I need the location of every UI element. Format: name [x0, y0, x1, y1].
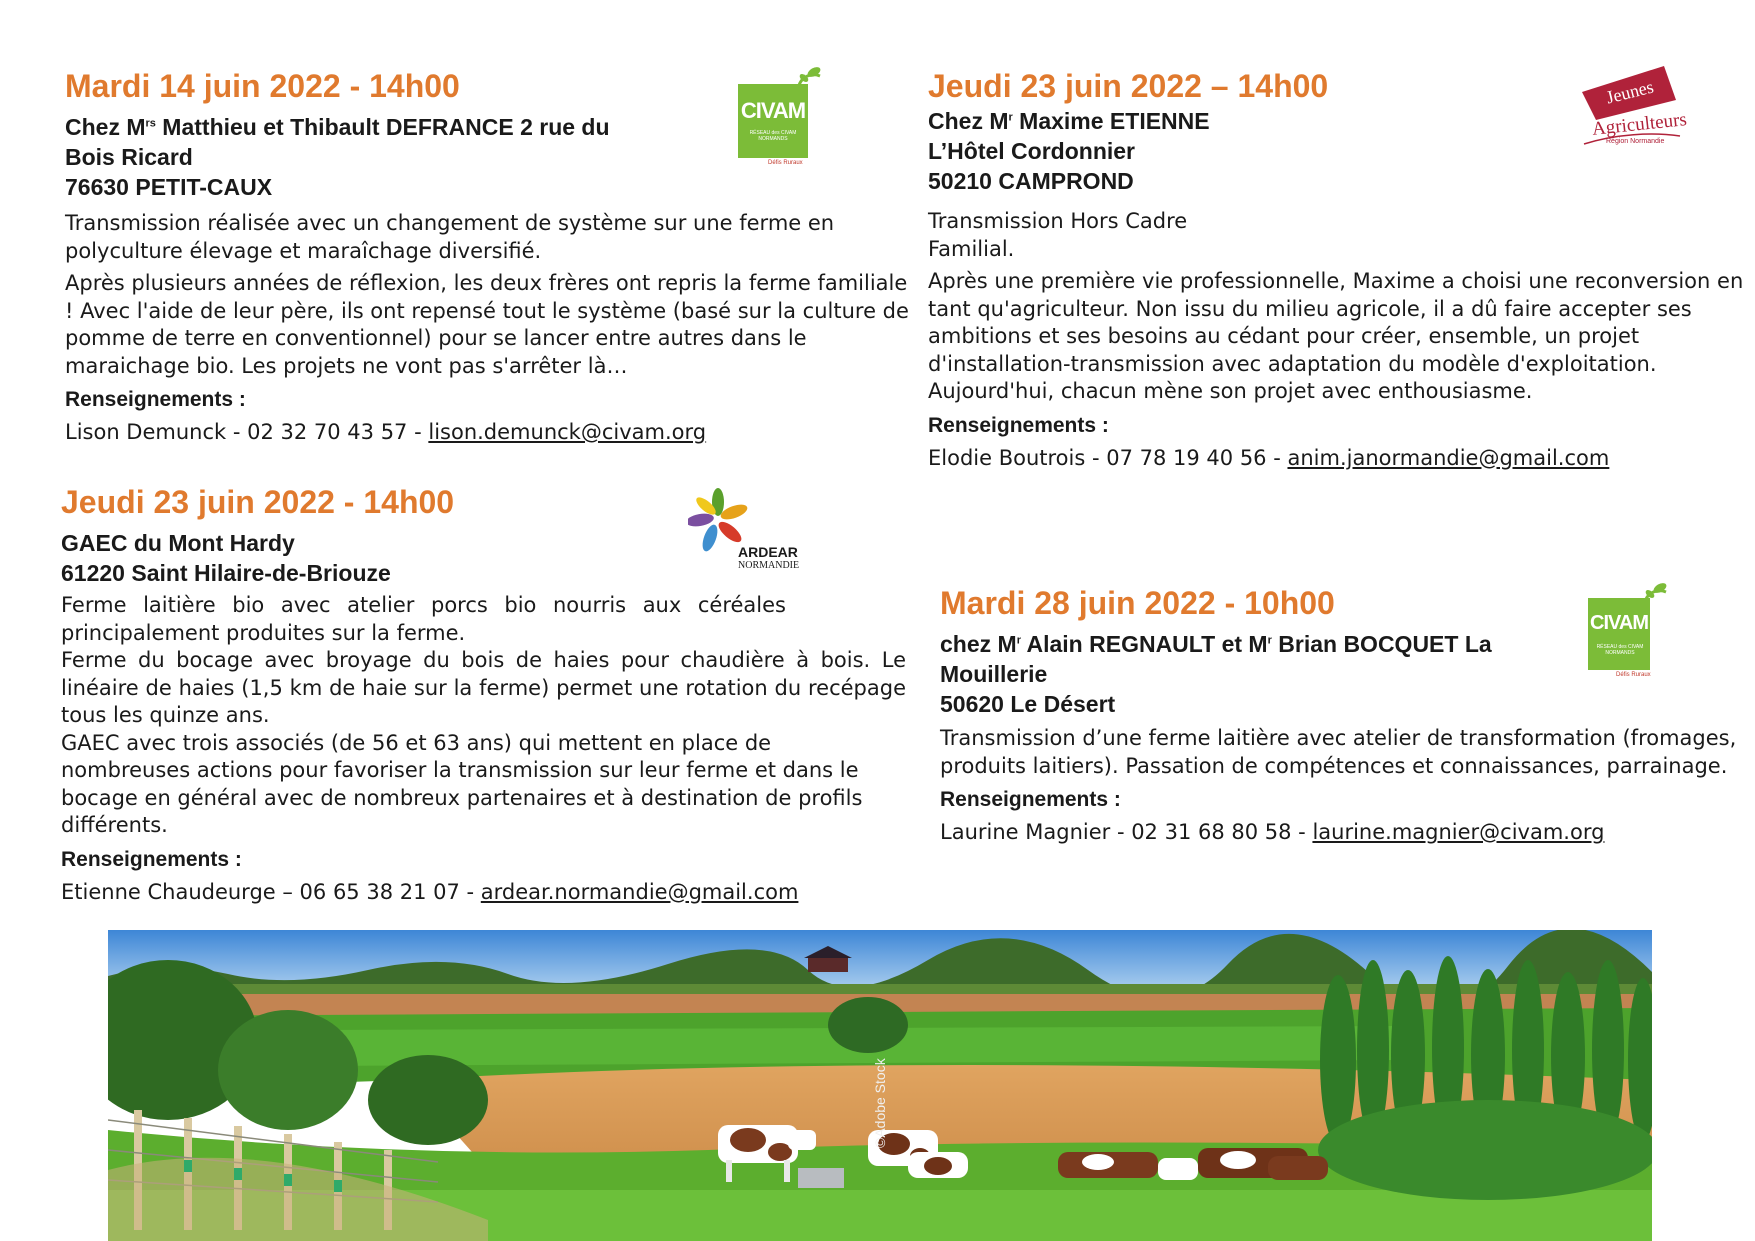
info-label: Renseignements : [940, 788, 1121, 811]
civam-logo: CIVAM RÉSEAU des CIVAM NORMANDS Défis Ruraux [738, 64, 828, 174]
event-date: Mardi 28 juin 2022 - 10h00 [940, 585, 1335, 621]
event-address: chez $M^r$ Alain REGNAULT et $M^r$ Brian BOCQUET La Mouillerie 50620 Le Désert [940, 631, 1492, 717]
civam-logo: CIVAM RÉSEAU des CIVAM NORMANDS Défis Ruraux [1588, 580, 1678, 690]
email-link[interactable]: ardear.normandie@gmail.com [480, 879, 799, 904]
event-description: GAEC avec trois associés (de 56 et 63 ans) qui mettent en place de nombreuses actions pour favoriser la transmission sur leur ferme et dans le bocage en général avec de nombreux partenaires et à destination de profils différents. [61, 730, 863, 837]
event-description: Après une première vie professionnelle, Maxime a choisi une reconversion en tant qu'agriculteur. Non issu du milieu agricole, il a dû faire accepter ses ambitions et ses besoins au cédant pour créer, ensemble, un projet d'installation-transmission avec adaptation du modèle d'exploitation. Aujourd'hui, chacun mène son projet avec enthousiasme. [928, 269, 1744, 403]
event-date: Mardi 14 juin 2022 - 14h00 [65, 68, 460, 104]
contact-line: Lison Demunck - 02 32 70 43 57 - lison.demunck@civam.org [65, 420, 707, 444]
event-address: Chez $M^{rs}$ Matthieu et Thibault DEFRANCE 2 rue du Bois Ricard 76630 PETIT-CAUX [65, 114, 610, 200]
contact-line: Elodie Boutrois - 07 78 19 40 56 - anim.janormandie@gmail.com [928, 445, 1610, 470]
event-description: Après plusieurs années de réflexion, les deux frères ont repris la ferme familiale ! Avec l'aide de leur père, ils ont repensé tout le système (basé sur la culture de pomme de terre en conventionnel) pour se lancer entre autres dans le maraichage bio. Les projets ne vont pas s'arrêter là… [65, 271, 909, 378]
event-date: Jeudi 23 juin 2022 – 14h00 [928, 68, 1329, 104]
photo-credit: ©Adobe Stock [872, 1058, 888, 1148]
jeunes-agriculteurs-logo: Jeunes Agriculteurs Région Normandie [1576, 62, 1686, 154]
event-description: Ferme du bocage avec broyage du bois de haies pour chaudière à bois. Le linéaire de haies (1,5 km de haie sur la ferme) permet une rotation du recépage tous les quinze ans. [61, 648, 906, 727]
info-label: Renseignements : [65, 388, 246, 411]
contact-line: Laurine Magnier - 02 31 68 80 58 - laurine.magnier@civam.org [940, 820, 1605, 844]
event-description: Transmission réalisée avec un changement de système sur une ferme en polyculture élevage et maraîchage diversifié. [65, 211, 835, 263]
contact-line: Etienne Chaudeurge – 06 65 38 21 07 - ardear.normandie@gmail.com [61, 879, 799, 904]
event-description: Transmission Hors Cadre Familial. [928, 209, 1188, 261]
info-label: Renseignements : [928, 413, 1109, 437]
email-link[interactable]: laurine.magnier@civam.org [1312, 820, 1605, 844]
event-address: GAEC du Mont Hardy 61220 Saint Hilaire-de-Briouze [61, 530, 391, 586]
ardear-logo: ARDEAR NORMANDIE [688, 488, 813, 578]
email-link[interactable]: lison.demunck@civam.org [428, 420, 707, 444]
event-description: Ferme laitière bio avec atelier porcs bio nourris aux céréales principalement produites sur la ferme. [61, 593, 786, 645]
event-date: Jeudi 23 juin 2022 - 14h00 [61, 484, 455, 520]
event-description: Transmission d’une ferme laitière avec atelier de transformation (fromages, produits laitiers). Passation de compétences et connaissances, parrainage. [940, 726, 1737, 778]
email-link[interactable]: anim.janormandie@gmail.com [1287, 445, 1610, 470]
info-label: Renseignements : [61, 847, 242, 871]
event-address: Chez $M^r$ Maxime ETIENNE L’Hôtel Cordonnier 50210 CAMPROND [928, 108, 1210, 194]
